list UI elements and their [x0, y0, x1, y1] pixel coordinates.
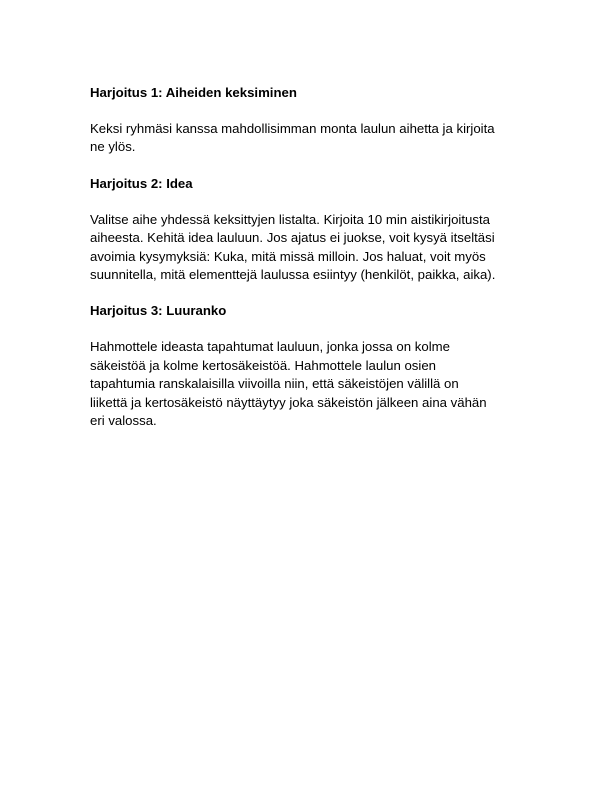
text-line: säkeistöä ja kolme kertosäkeistöä. Hahmottele laulun osien: [90, 357, 436, 373]
document-body: [90, 84, 530, 448]
exercise-3: [90, 302, 530, 430]
exercise-1: [90, 84, 530, 157]
text-line: ne ylös.: [90, 139, 136, 155]
text-line: avoimia kysymyksiä: Kuka, mitä missä milloin. Jos haluat, voit myös: [90, 248, 486, 264]
text-line: Valitse aihe yhdessä keksittyjen listalta. Kirjoita 10 min aistikirjoitusta: [90, 211, 490, 227]
exercise-3-heading: Harjoitus 3: Luuranko: [90, 303, 227, 319]
text-line: eri valossa.: [90, 413, 157, 429]
text-line: Hahmottele ideasta tapahtumat lauluun, jonka jossa on kolme: [90, 339, 450, 355]
exercise-3-text: [90, 338, 530, 430]
text-line: Keksi ryhmäsi kanssa mahdollisimman monta laulun aihetta ja kirjoita: [90, 121, 495, 136]
text-line: aiheesta. Kehitä idea lauluun. Jos ajatus ei juokse, voit kysyä itseltäsi: [90, 230, 495, 246]
exercise-2-text: [90, 211, 530, 285]
text-line: tapahtumia ranskalaisilla viivoilla niin, että säkeistöjen välillä on: [90, 376, 459, 392]
exercise-1-text: [90, 120, 530, 157]
text-line: liikettä ja kertosäkeistö näyttäytyy joka säkeistön jälkeen aina vähän: [90, 394, 487, 410]
exercise-2-heading: Harjoitus 2: Idea: [90, 175, 193, 191]
exercise-2: [90, 175, 530, 285]
text-line: suunnitella, mitä elementtejä laulussa esiintyy (henkilöt, paikka, aika).: [90, 267, 496, 283]
exercise-1-heading: Harjoitus 1: Aiheiden keksiminen: [90, 85, 297, 100]
